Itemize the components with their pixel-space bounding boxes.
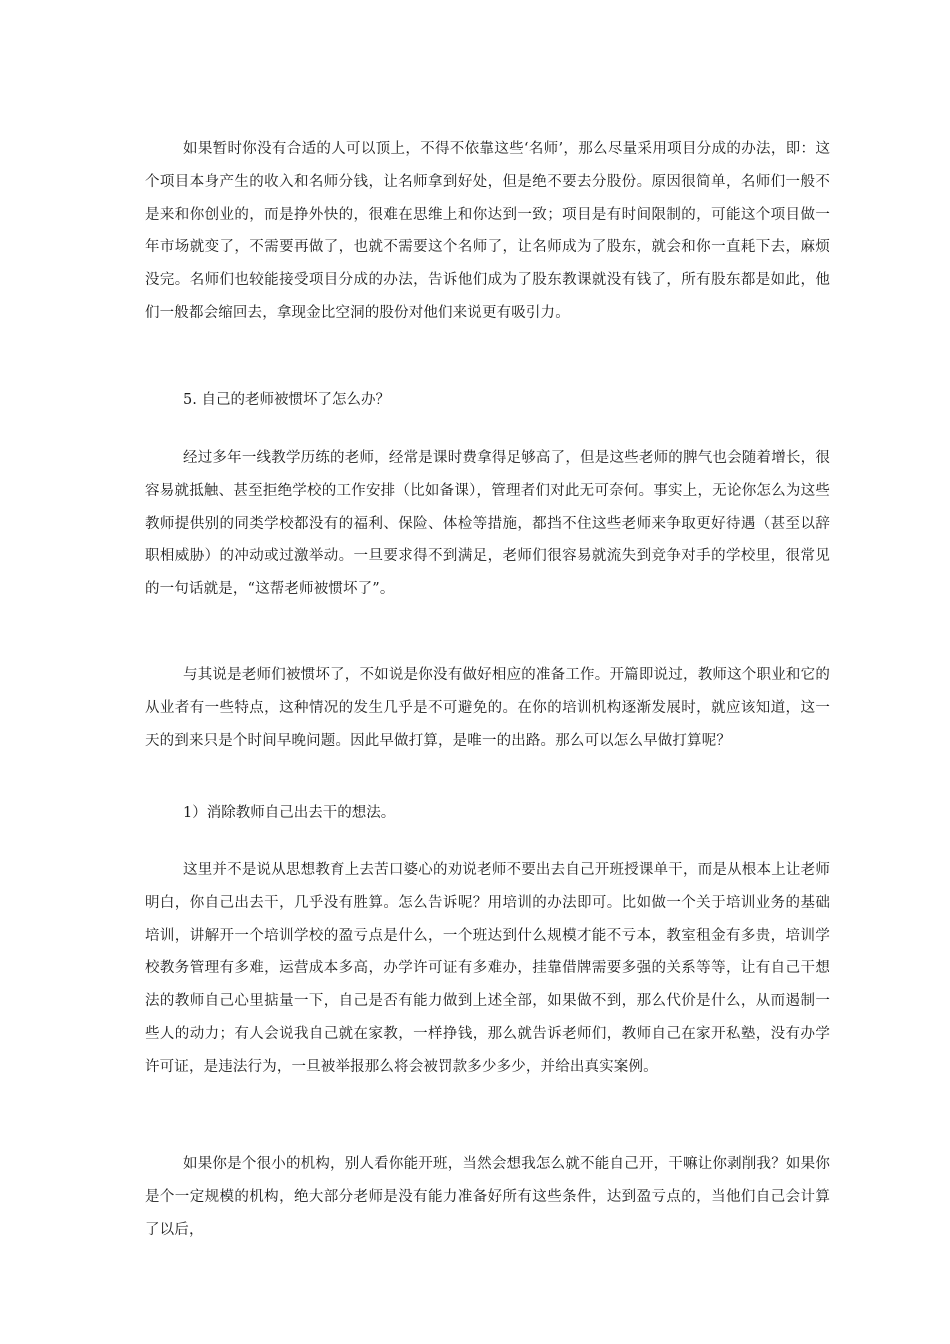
paragraph-training-approach: 这里并不是说从思想教育上去苦口婆心的劝说老师不要出去自己开班授课单干，而是从根本上让老师明白，你自己出去干，几乎没有胜算。怎么告诉呢？用培训的办法即可。比如做一个关于培训业务的基础培训，讲解开一个培训学校的盈亏点是什么，一个班达到什么规模才能不亏本，教室租金有多贵，培训学校教务管理有多难，运营成本多高，办学许可证有多难办，挂靠借牌需要多强的关系等等，让有自己干想法的教师自己心里掂量一下，自己是否有能力做到上述全部，如果做不到，那么代价是什么，从而遏制一些人的动力；有人会说我自己就在家教，一样挣钱，那么就告诉老师们，教师自己在家开私塾，没有办学许可证，是违法行为，一旦被举报那么将会被罚款多少多少，并给出真实案例。: [145, 862, 830, 1075]
paragraph-small-institution: 如果你是个很小的机构，别人看你能开班，当然会想我怎么就不能自己开，干嘛让你剥削我？如果你是个一定规模的机构，绝大部分老师是没有能力准备好所有这些条件，达到盈亏点的，当他们自己会计算了以后，: [145, 1156, 830, 1238]
paragraph-famous-teacher-revenue-share: 如果暂时你没有合适的人可以顶上，不得不依靠这些‘名师’，那么尽量采用项目分成的办法，即：这个项目本身产生的收入和名师分钱，让名师拿到好处，但是绝不要去分股份。原因很简单，名师们一般不是来和你创业的，而是挣外快的，很难在思维上和你达到一致；项目是有时间限制的，可能这个项目做一年市场就变了，不需要再做了，也就不需要这个名师了，让名师成为了股东，就会和你一直耗下去，麻烦没完。名师们也较能接受项目分成的办法，告诉他们成为了股东教课就没有钱了，所有股东都是如此，他们一般都会缩回去，拿现金比空洞的股份对他们来说更有吸引力。: [145, 141, 830, 321]
section-heading-spoiled-teachers: 5. 自己的老师被惯坏了怎么办？: [183, 392, 390, 408]
paragraph-experienced-teachers: 经过多年一线教学历练的老师，经常是课时费拿得足够高了，但是这些老师的脾气也会随着增长，很容易就抵触、甚至拒绝学校的工作安排（比如备课），管理者们对此无可奈何。事实上，无论你怎么为这些教师提供别的同类学校都没有的福利、保险、体检等措施，都挡不住这些老师来争取更好待遇（甚至以辞职相威胁）的冲动或过激举动。一旦要求得不到满足，老师们很容易就流失到竞争对手的学校里，很常见的一句话就是，“这帮老师被惯坏了”。: [145, 450, 830, 598]
paragraph-prepare-early: 与其说是老师们被惯坏了，不如说是你没有做好相应的准备工作。开篇即说过，教师这个职业和它的从业者有一些特点，这种情况的发生几乎是不可避免的。在你的培训机构逐渐发展时，就应该知道，这一天的到来只是个时间早晚问题。因此早做打算，是唯一的出路。那么可以怎么早做打算呢？: [145, 667, 830, 749]
subsection-heading-eliminate-idea: 1）消除教师自己出去干的想法。: [183, 805, 396, 821]
